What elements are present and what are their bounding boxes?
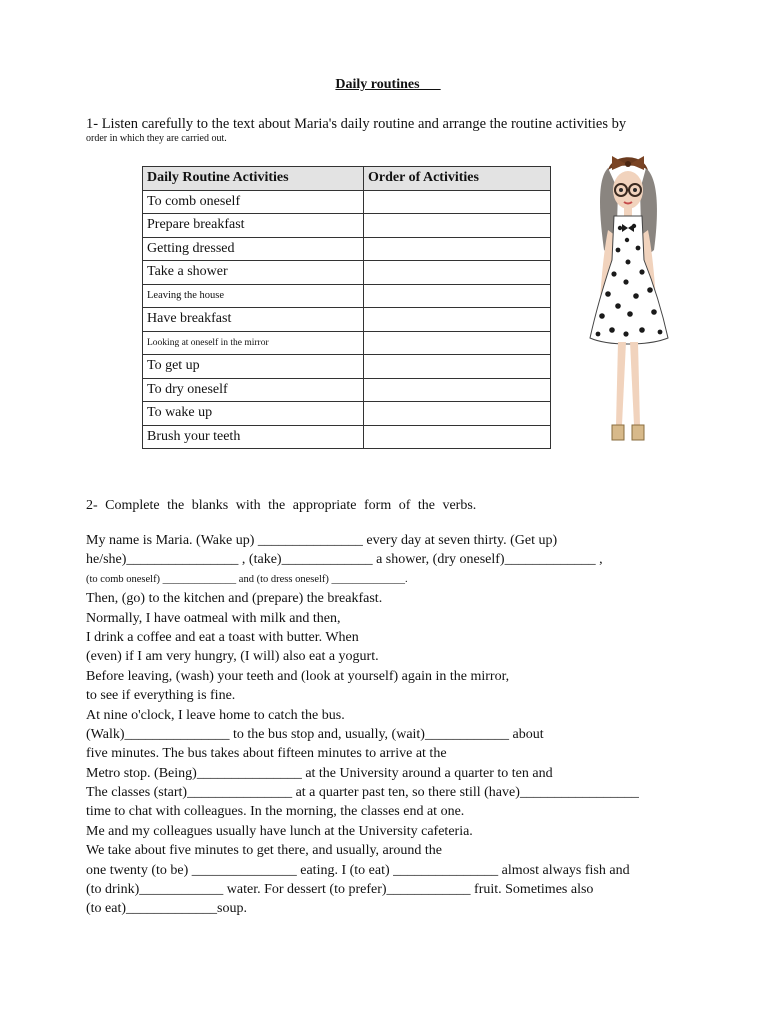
order-cell[interactable]: [364, 284, 551, 308]
order-cell[interactable]: [364, 378, 551, 402]
text-line: (to eat)_____________soup.: [86, 901, 247, 917]
order-cell[interactable]: [364, 190, 551, 214]
activity-cell: Looking at oneself in the mirror: [143, 331, 364, 355]
table-row: [143, 331, 551, 355]
text-line: time to chat with colleagues. In the morning, the classes end at one.: [86, 804, 465, 820]
activity-cell: Brush your teeth: [143, 425, 364, 449]
order-cell[interactable]: [364, 425, 551, 449]
table-row: [143, 284, 551, 308]
text-line: The classes (start)_______________ at a quarter past ten, so there still (have)_________________: [86, 785, 639, 801]
text-line: (Walk)_______________ to the bus stop and, usually, (wait)____________ about: [86, 726, 544, 742]
table-row: [143, 237, 551, 261]
column-header-order: Order of Activities: [364, 167, 551, 191]
order-cell[interactable]: [364, 331, 551, 355]
table-row: [143, 308, 551, 332]
order-cell[interactable]: [364, 261, 551, 285]
order-cell[interactable]: [364, 237, 551, 261]
text-line: to see if everything is fine.: [86, 688, 236, 704]
text-line: Then, (go) to the kitchen and (prepare) the breakfast.: [86, 591, 383, 607]
text-line: Me and my colleagues usually have lunch at the University cafeteria.: [86, 823, 473, 839]
text-line: (to drink)____________ water. For dessert (to prefer)____________ fruit. Sometimes also: [86, 882, 594, 898]
text-line: one twenty (to be) _______________ eating. I (to eat) _______________ almost always fish and: [86, 862, 630, 878]
activity-cell: Have breakfast: [143, 308, 364, 332]
table-row: [143, 261, 551, 285]
activity-cell: To get up: [143, 355, 364, 379]
activity-cell: To wake up: [143, 402, 364, 426]
text-line: Normally, I have oatmeal with milk and then,: [86, 610, 341, 626]
page-title: Daily routines___: [335, 77, 441, 92]
column-header-activities: Daily Routine Activities: [143, 167, 364, 191]
activity-cell: Take a shower: [143, 261, 364, 285]
table-row: [143, 425, 551, 449]
order-cell[interactable]: [364, 402, 551, 426]
text-line: I drink a coffee and eat a toast with butter. When: [86, 629, 359, 645]
order-cell[interactable]: [364, 214, 551, 238]
activity-cell: Prepare breakfast: [143, 214, 364, 238]
table-header-row: [143, 167, 551, 191]
text-line: five minutes. The bus takes about fifteen minutes to arrive at the: [86, 746, 447, 762]
table-row: [143, 402, 551, 426]
text-line: My name is Maria. (Wake up) _______________ every day at seven thirty. (Get up): [86, 533, 558, 548]
text-line: We take about five minutes to get there, and usually, around the: [86, 843, 443, 859]
text-line: (to comb oneself) ______________ and (to dress oneself) ______________.: [86, 573, 408, 585]
text-line: he/she)________________ , (take)_____________ a shower, (dry oneself)_____________ ,: [86, 552, 603, 568]
order-cell[interactable]: [364, 355, 551, 379]
text-line: (even) if I am very hungry, (I will) also eat a yogurt.: [86, 649, 379, 665]
order-cell[interactable]: [364, 308, 551, 332]
text-line: Before leaving, (wash) your teeth and (look at yourself) again in the mirror,: [86, 668, 510, 684]
table-row: [143, 378, 551, 402]
activity-cell: Leaving the house: [143, 284, 364, 308]
exercise1-instruction: 1- Listen carefully to the text about Maria's daily routine and arrange the routine activities by: [86, 116, 627, 132]
text-line: At nine o'clock, I leave home to catch the bus.: [86, 707, 345, 723]
activity-cell: To dry oneself: [143, 378, 364, 402]
table-row: [143, 214, 551, 238]
girl-illustration: [578, 150, 678, 460]
exercise1-instruction-cont: order in which they are carried out.: [86, 133, 227, 144]
routine-table: [142, 166, 551, 449]
exercise2-instruction: 2- Complete the blanks with the appropriate form of the verbs.: [86, 498, 477, 513]
table-row: [143, 190, 551, 214]
exercise2-text: [86, 531, 686, 919]
text-line: Metro stop. (Being)_______________ at the University around a quarter to ten and: [86, 765, 553, 781]
table-row: [143, 355, 551, 379]
activity-cell: Getting dressed: [143, 237, 364, 261]
activity-cell: To comb oneself: [143, 190, 364, 214]
